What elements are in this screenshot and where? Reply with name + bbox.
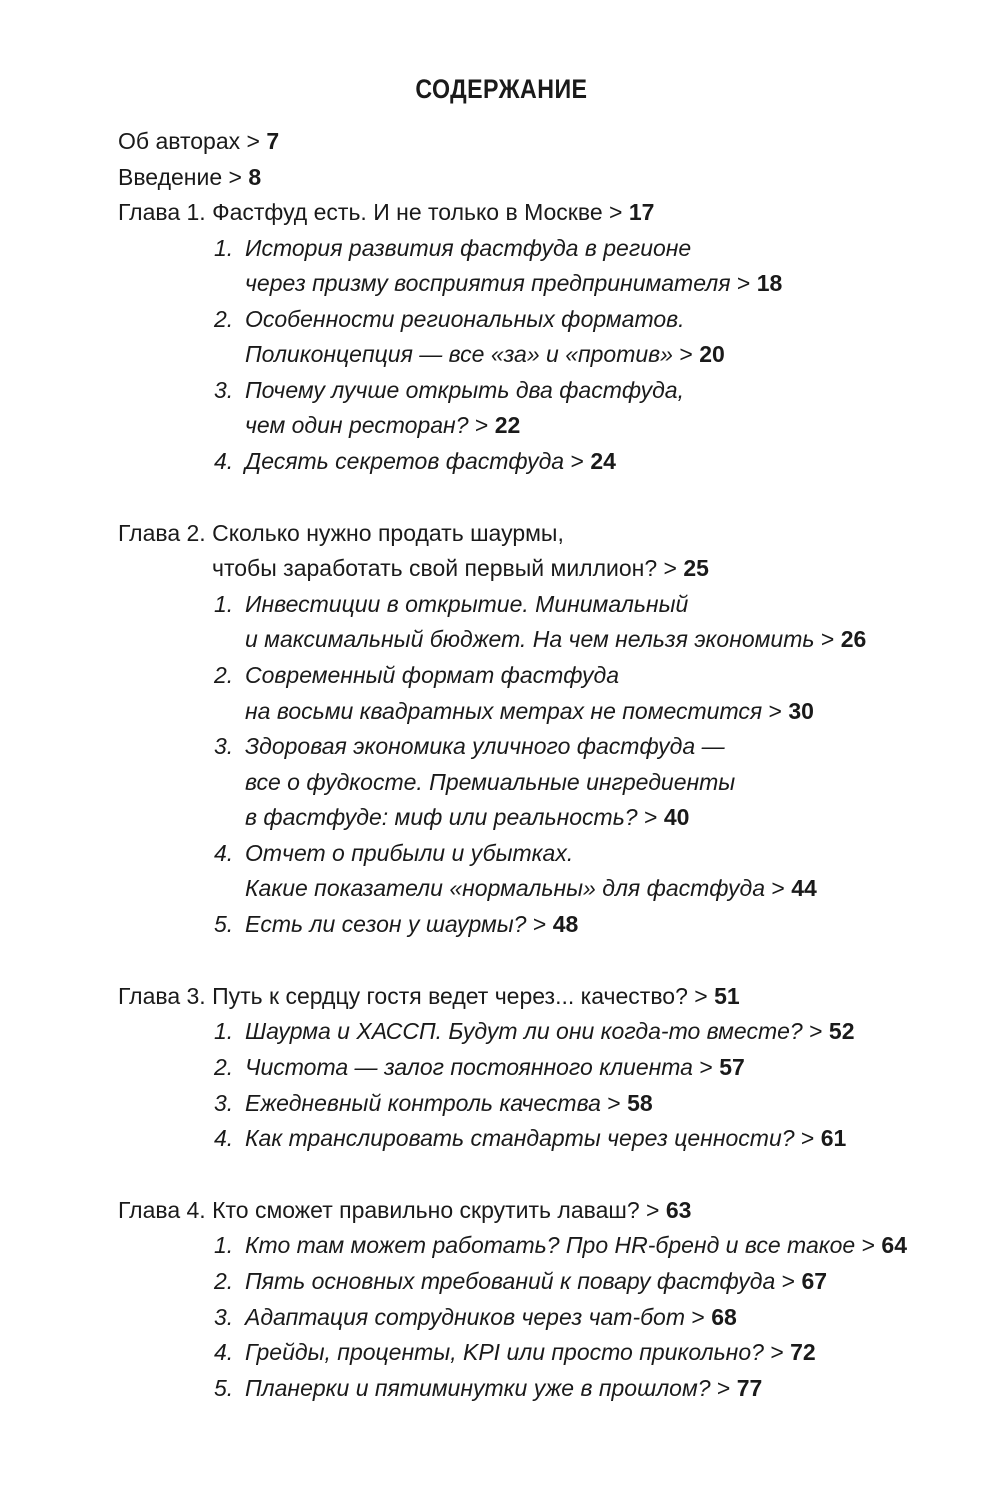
section-number: 2. — [214, 662, 234, 688]
section-number: 1. — [214, 1018, 234, 1044]
chapter-label: Глава 2. — [118, 520, 206, 546]
separator: > — [609, 199, 623, 225]
toc-chapter-2-cont — [212, 553, 709, 583]
page-number: 61 — [820, 1125, 847, 1151]
chapter-label: Глава 4. — [118, 1197, 206, 1223]
toc-section-1-3-cont — [245, 410, 520, 440]
toc-section-4-5 — [214, 1373, 762, 1403]
chapter-label: Глава 3. — [118, 983, 206, 1009]
toc-section-1-3 — [214, 375, 684, 405]
page-number: 24 — [590, 448, 616, 474]
page-number: 51 — [714, 983, 740, 1009]
section-number: 4. — [214, 1125, 234, 1151]
entry-text: Об авторах — [118, 128, 241, 154]
section-number: 1. — [214, 591, 234, 617]
separator: > — [820, 626, 835, 652]
page-number: 68 — [711, 1304, 737, 1330]
separator: > — [716, 1375, 731, 1401]
toc-chapter-3 — [118, 981, 740, 1011]
toc-section-3-3 — [214, 1088, 653, 1118]
toc-section-3-1 — [214, 1016, 855, 1046]
toc-entry-authors — [118, 126, 279, 156]
section-title: Есть ли сезон у шаурмы? — [245, 911, 527, 937]
section-number: 3. — [214, 1304, 234, 1330]
section-title: чем один ресторан? — [245, 412, 469, 438]
toc-chapter-1 — [118, 197, 654, 227]
section-title: Инвестиции в открытие. Минимальный — [245, 591, 689, 617]
separator: > — [768, 698, 782, 724]
toc-section-2-3-cont — [245, 767, 735, 797]
toc-chapter-4 — [118, 1195, 691, 1225]
section-number: 3. — [214, 1090, 234, 1116]
chapter-title: Путь к сердцу гостя ведет через... качество? — [212, 983, 688, 1009]
section-title: Почему лучше открыть два фастфуда, — [245, 377, 684, 403]
page-title: СОДЕРЖАНИЕ — [415, 74, 588, 104]
toc-section-2-1 — [214, 589, 688, 619]
toc-section-2-3 — [214, 731, 725, 761]
separator: > — [736, 270, 751, 296]
toc-section-1-1 — [214, 233, 691, 263]
toc-section-2-2 — [214, 660, 619, 690]
toc-entry-introduction — [118, 162, 261, 192]
toc-section-3-4 — [214, 1123, 846, 1153]
section-title: в фастфуде: миф или реальность? — [245, 804, 638, 830]
page-number: 72 — [790, 1339, 816, 1365]
section-title: Шаурма и ХАССП. Будут ли они когда-то вместе? — [245, 1018, 803, 1044]
page-number: 63 — [665, 1197, 692, 1223]
page-number: 77 — [736, 1375, 763, 1401]
toc-section-1-4 — [214, 446, 616, 476]
separator: > — [607, 1090, 621, 1116]
section-title: Планерки и пятиминутки уже в прошлом? — [245, 1375, 711, 1401]
page-number: 30 — [788, 698, 814, 724]
page-number: 52 — [828, 1018, 855, 1044]
section-title: Чистота — залог постоянного клиента — [245, 1054, 693, 1080]
page-number: 18 — [756, 270, 783, 296]
section-title: Грейды, проценты, KPI или просто прикольно? — [245, 1339, 764, 1365]
separator: > — [781, 1268, 796, 1294]
section-title: Как транслировать стандарты через ценности? — [245, 1125, 795, 1151]
section-title: Пять основных требований к повару фастфуда — [245, 1268, 776, 1294]
chapter-title: Фастфуд есть. И не только в Москве — [212, 199, 603, 225]
section-number: 2. — [214, 1268, 234, 1294]
section-number: 2. — [214, 306, 234, 332]
section-number: 5. — [214, 1375, 234, 1401]
chapter-title: Кто сможет правильно скрутить лаваш? — [212, 1197, 640, 1223]
toc-section-1-2-cont — [245, 339, 725, 369]
section-title: Здоровая экономика уличного фастфуда — — [245, 733, 725, 759]
separator: > — [861, 1232, 876, 1258]
page-number: 64 — [881, 1232, 907, 1258]
separator: > — [699, 1054, 713, 1080]
toc-section-4-2 — [214, 1266, 827, 1296]
section-title: Поликонцепция — все «за» и «против» — [245, 341, 673, 367]
toc-section-3-2 — [214, 1052, 745, 1082]
section-title: Ежедневный контроль качества — [245, 1090, 601, 1116]
separator: > — [679, 341, 693, 367]
section-title: и максимальный бюджет. На чем нельзя экономить — [245, 626, 815, 652]
page-number: 57 — [719, 1054, 745, 1080]
separator: > — [809, 1018, 823, 1044]
page-number: 67 — [801, 1268, 828, 1294]
section-title: История развития фастфуда в регионе — [245, 235, 692, 261]
toc-section-2-4 — [214, 838, 573, 868]
toc-section-2-4-cont — [245, 873, 817, 903]
section-number: 4. — [214, 1339, 234, 1365]
separator: > — [643, 804, 658, 830]
page-number: 25 — [683, 555, 709, 581]
section-number: 1. — [214, 235, 234, 261]
separator: > — [532, 911, 547, 937]
toc-section-4-3 — [214, 1302, 737, 1332]
section-number: 4. — [214, 448, 234, 474]
section-title: все о фудкосте. Премиальные ингредиенты — [245, 769, 736, 795]
separator: > — [691, 1304, 705, 1330]
section-title: Отчет о прибыли и убытках. — [245, 840, 574, 866]
toc-section-4-4 — [214, 1337, 816, 1367]
section-number: 5. — [214, 911, 234, 937]
page-number: 7 — [266, 128, 280, 154]
toc-section-2-2-cont — [245, 696, 814, 726]
separator: > — [663, 555, 677, 581]
section-number: 1. — [214, 1232, 234, 1258]
separator: > — [228, 164, 242, 190]
separator: > — [694, 983, 708, 1009]
chapter-title: чтобы заработать свой первый миллион? — [212, 555, 658, 581]
section-number: 4. — [214, 840, 234, 866]
toc-section-2-1-cont — [245, 624, 866, 654]
toc-section-1-2 — [214, 304, 685, 334]
toc-section-2-3-cont2 — [245, 802, 689, 832]
page-number: 20 — [699, 341, 725, 367]
toc-section-2-5 — [214, 909, 578, 939]
section-number: 2. — [214, 1054, 234, 1080]
page-number: 44 — [791, 875, 817, 901]
page-number: 48 — [552, 911, 579, 937]
chapter-title: Сколько нужно продать шаурмы, — [212, 520, 564, 546]
page-number: 22 — [494, 412, 521, 438]
toc-section-4-1 — [214, 1230, 907, 1260]
section-title: на восьми квадратных метрах не поместится — [245, 698, 763, 724]
separator: > — [246, 128, 260, 154]
separator: > — [800, 1125, 815, 1151]
section-number: 3. — [214, 733, 234, 759]
section-number: 3. — [214, 377, 234, 403]
separator: > — [570, 448, 584, 474]
page-number: 58 — [627, 1090, 653, 1116]
separator: > — [770, 1339, 784, 1365]
separator: > — [474, 412, 489, 438]
page-number: 26 — [840, 626, 867, 652]
page-number: 8 — [248, 164, 262, 190]
page-number: 17 — [628, 199, 655, 225]
separator: > — [646, 1197, 660, 1223]
section-title: Современный формат фастфуда — [245, 662, 619, 688]
section-title: Десять секретов фастфуда — [245, 448, 565, 474]
chapter-label: Глава 1. — [118, 199, 206, 225]
entry-text: Введение — [118, 164, 223, 190]
separator: > — [771, 875, 785, 901]
section-title: Адаптация сотрудников через чат-бот — [245, 1304, 685, 1330]
toc-chapter-2 — [118, 518, 564, 548]
section-title: Какие показатели «нормальны» для фастфуда — [245, 875, 765, 901]
section-title: Особенности региональных форматов. — [245, 306, 685, 332]
section-title: через призму восприятия предпринимателя — [245, 270, 731, 296]
toc-section-1-1-cont — [245, 268, 782, 298]
section-title: Кто там может работать? Про HR-бренд и все такое — [245, 1232, 856, 1258]
page-number: 40 — [663, 804, 690, 830]
